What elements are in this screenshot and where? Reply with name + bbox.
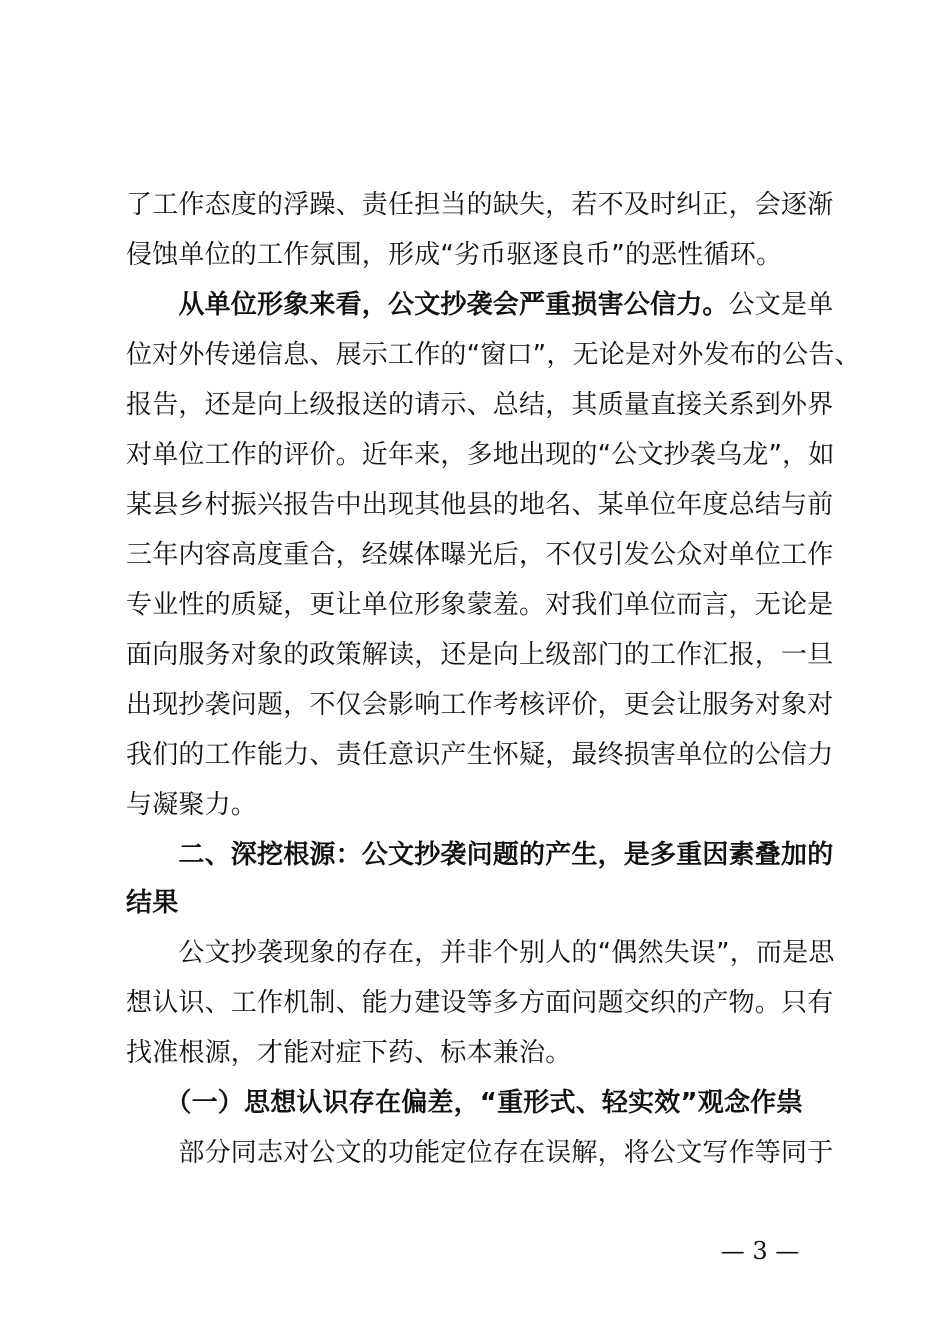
- text-segment: 面向服务对象的政策解读，还是向上级部门的工作汇报，一旦: [126, 640, 834, 670]
- bold-text-segment: 二、深挖根源：公文抄袭问题的产生，是多重因素叠加的: [126, 840, 834, 870]
- text-line: [126, 238, 782, 272]
- text-line: [126, 488, 833, 522]
- text-line: [126, 936, 835, 970]
- text-line: [126, 188, 833, 222]
- bold-text-segment: 结果: [126, 888, 179, 918]
- page-number: — 3 —: [720, 1237, 800, 1265]
- text-line: [126, 638, 833, 672]
- text-line: [126, 438, 835, 472]
- text-line: [126, 788, 257, 822]
- text-segment: 专业性的质疑，更让单位形象蒙羞。对我们单位而言，无论是: [126, 590, 834, 620]
- text-segment: 某县乡村振兴报告中出现其他县的地名、某单位年度总结与前: [126, 490, 834, 520]
- text-line: [126, 538, 833, 572]
- text-segment: 侵蚀单位的工作氛围，形成“劣币驱逐良币”的恶性循环。: [126, 240, 783, 270]
- text-segment: 找准根源，才能对症下药、标本兼治。: [126, 1038, 572, 1068]
- text-line: [126, 1136, 833, 1170]
- text-segment: 部分同志对公文的功能定位存在误解，将公文写作等同于: [126, 1138, 834, 1168]
- text-segment: 三年内容高度重合，经媒体曝光后，不仅引发公众对单位工作: [126, 540, 834, 570]
- text-line: [126, 288, 833, 322]
- bold-text-segment: 从单位形象来看，公文抄袭会严重损害公信力。: [126, 290, 729, 320]
- text-segment: 对单位工作的评价。近年来，多地出现的“公文抄袭乌龙”，如: [126, 440, 835, 470]
- bold-text-segment: （一）思想认识存在偏差，“重形式、轻实效”观念作祟: [126, 1088, 803, 1118]
- text-segment: 出现抄袭问题，不仅会影响工作考核评价，更会让服务对象对: [126, 690, 834, 720]
- text-line: [126, 388, 833, 422]
- text-line: [126, 738, 833, 772]
- text-line: [126, 1036, 571, 1070]
- text-line: [126, 986, 833, 1020]
- text-segment: 报告，还是向上级报送的请示、总结，其质量直接关系到外界: [126, 390, 834, 420]
- text-segment: 想认识、工作机制、能力建设等多方面问题交织的产物。只有: [126, 988, 834, 1018]
- text-line: [126, 886, 178, 920]
- text-line: [126, 1086, 803, 1120]
- text-line: [126, 588, 833, 622]
- text-segment: 我们的工作能力、责任意识产生怀疑，最终损害单位的公信力: [126, 740, 834, 770]
- text-segment: 了工作态度的浮躁、责任担当的缺失，若不及时纠正，会逐渐: [126, 190, 834, 220]
- text-line: [126, 338, 861, 372]
- text-segment: 公文抄袭现象的存在，并非个别人的“偶然失误”，而是思: [126, 938, 835, 968]
- text-line: [126, 838, 833, 872]
- text-segment: 公文是单: [728, 290, 834, 320]
- text-segment: 位对外传递信息、展示工作的“窗口”，无论是对外发布的公告、: [126, 340, 861, 370]
- text-segment: 与凝聚力。: [126, 790, 258, 820]
- text-line: [126, 688, 833, 722]
